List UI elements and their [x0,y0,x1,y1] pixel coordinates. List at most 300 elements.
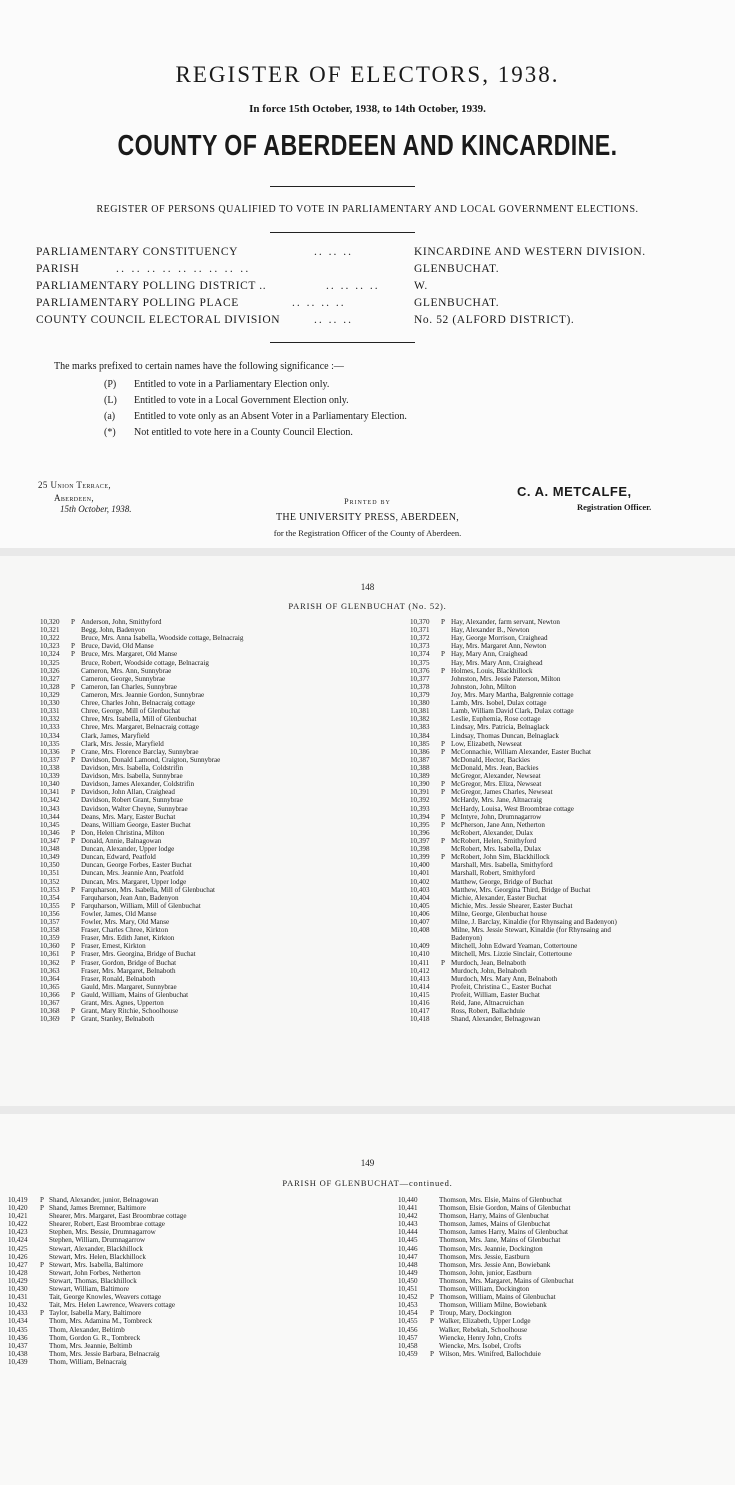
elector-entry [8,1253,378,1261]
elector-number: 10,398 [410,845,430,854]
elector-number: 10,326 [40,666,60,675]
elector-mark: P [71,1015,75,1024]
leader-dots: .. .. .. [314,314,353,326]
elector-mark: P [71,885,75,894]
elector-number: 10,338 [40,763,60,772]
elector-name-address: Milne, Mrs. Jessie Stewart, Kinaldie (for Rhynsaing and [451,926,611,935]
elector-entry [410,942,730,950]
elector-number: 10,376 [410,666,430,675]
elector-name-address: McDonald, Hector, Backies [451,755,530,764]
elector-name-address: Thomson, William, Dockington [439,1285,530,1294]
elector-name-address: Wiencke, Mrs. Isobel, Crofts [439,1341,522,1350]
elector-entry [398,1334,728,1342]
elector-entry [8,1269,378,1277]
elector-entry [40,780,390,788]
info-value: No. 52 (ALFORD DISTRICT). [414,314,575,326]
elector-number: 10,388 [410,763,430,772]
elector-number: 10,401 [410,869,430,878]
elector-mark: P [430,1309,434,1318]
elector-entry [8,1196,378,1204]
elector-number: 10,420 [8,1204,28,1213]
elector-mark: P [441,747,445,756]
elector-name-address: Wiencke, Henry John, Crofts [439,1333,522,1342]
elector-number: 10,350 [40,861,60,870]
elector-entry [40,667,390,675]
elector-entry [398,1293,728,1301]
elector-number: 10,356 [40,909,60,918]
elector-mark: P [71,618,75,626]
elector-name-address: Chree, Charles John, Belnacraig cottage [81,699,195,708]
elector-mark: P [441,958,445,967]
register-page-149 [0,1114,735,1485]
elector-name-address: Tait, Mrs. Helen Lawrence, Weavers cottage [49,1301,176,1310]
elector-name-address: Thom, William, Belnacraig [49,1357,127,1366]
elector-number: 10,397 [410,836,430,845]
elector-mark: P [40,1260,44,1269]
elector-entry [410,675,730,683]
elector-entry [410,780,730,788]
elector-entry [8,1277,378,1285]
elector-name-address: Thomson, William Milne, Bowiebank [439,1301,547,1310]
register-heading: REGISTER OF PERSONS QUALIFIED TO VOTE IN PARLIAMENTARY AND LOCAL GOVERNMENT ELECTIONS. [96,204,639,215]
elector-entry [410,999,730,1007]
elector-entry [40,618,390,626]
info-label: PARISH [36,263,80,275]
elector-name-address: McGregor, Alexander, Newseat [451,772,541,781]
info-label: COUNTY COUNCIL ELECTORAL DIVISION [36,314,281,326]
info-value: W. [414,280,428,292]
elector-name-address: Milne, George, Glenbuchat house [451,909,547,918]
elector-number: 10,426 [8,1252,28,1261]
elector-number: 10,325 [40,658,60,667]
elector-name-address: McPherson, Jane Ann, Netherton [451,820,545,829]
elector-entry [398,1317,728,1325]
elector-mark: P [441,650,445,659]
elector-name-address: Chree, Mrs. Margaret, Belnacraig cottage [81,723,199,732]
elector-number: 10,407 [410,918,430,927]
elector-name-address: McConnachie, William Alexander, Easter Buchat [451,747,591,756]
elector-name-address: Crane, Mrs. Florence Barclay, Sunnybrae [81,747,199,756]
elector-number: 10,341 [40,788,60,797]
elector-name-address: Wilson, Mrs. Winifred, Ballochduie [439,1349,541,1358]
elector-number: 10,332 [40,715,60,724]
elector-number: 10,438 [8,1349,28,1358]
elector-name-address: Hay, Alexander, farm servant, Newton [451,618,560,626]
elector-entry [410,683,730,691]
elector-mark: P [441,812,445,821]
elector-mark: P [430,1293,434,1302]
in-force-dates: In force 15th October, 1938, to 14th October, 1939. [249,103,486,115]
elector-name-address: Badenyon) [451,934,483,943]
mark-symbol: (L) [104,395,117,406]
elector-number: 10,354 [40,893,60,902]
elector-entry [410,723,730,731]
elector-entry [410,829,730,837]
elector-number: 10,337 [40,755,60,764]
elector-entry [410,983,730,991]
divider [270,232,415,233]
elector-number: 10,459 [398,1349,418,1358]
elector-number: 10,392 [410,796,430,805]
elector-name-address: Shand, James Bremner, Baltimore [49,1204,146,1213]
elector-number: 10,437 [8,1341,28,1350]
info-row-electoral-division [36,314,716,330]
elector-entry [410,618,730,626]
elector-name-address: McGregor, Mrs. Eliza, Newseat [451,780,542,789]
elector-name-address: Michie, Alexander, Easter Buchat [451,893,547,902]
elector-entry [410,845,730,853]
elector-entry [410,821,730,829]
elector-name-address: Grant, Stanley, Belnaboth [81,1015,155,1024]
elector-entry [410,861,730,869]
elector-name-address: Anderson, John, Smithyford [81,618,162,626]
elector-entry [40,732,390,740]
elector-number: 10,403 [410,885,430,894]
elector-entry [410,950,730,958]
elector-number: 10,331 [40,707,60,716]
elector-entry [410,715,730,723]
elector-number: 10,380 [410,699,430,708]
elector-name-address: Thomson, Mrs. Margaret, Mains of Glenbuchat [439,1276,574,1285]
elector-mark: P [441,780,445,789]
mark-text: Not entitled to vote here in a County Council Election. [134,427,353,438]
elector-entry [410,837,730,845]
elector-entry [40,991,390,999]
elector-name-address: Stewart, John Forbes, Netherton [49,1268,141,1277]
elector-entry [410,707,730,715]
elector-name-address: Donald, Annie, Balnagowan [81,836,162,845]
elector-entry [410,796,730,804]
elector-entry [398,1228,728,1236]
elector-entry [410,788,730,796]
elector-name-address: Davidson, Mrs. Isabella, Coldstrifin [81,763,184,772]
elector-number: 10,442 [398,1212,418,1221]
elector-name-address: Stephen, William, Drumnagarrow [49,1236,146,1245]
elector-mark: P [441,788,445,797]
elector-number: 10,456 [398,1325,418,1334]
printed-by: Printed by [344,497,391,506]
elector-number: 10,344 [40,812,60,821]
elector-number: 10,375 [410,658,430,667]
elector-number: 10,430 [8,1285,28,1294]
elector-number: 10,433 [8,1309,28,1318]
county-heading: COUNTY OF ABERDEEN AND KINCARDINE. [117,130,618,162]
elector-mark: P [441,820,445,829]
elector-entry [398,1253,728,1261]
elector-number: 10,357 [40,918,60,927]
elector-entry [40,999,390,1007]
elector-number: 10,370 [410,618,430,626]
elector-entry [410,878,730,886]
elector-entry [40,829,390,837]
elector-mark: P [71,901,75,910]
elector-name-address: Matthew, George, Bridge of Buchat [451,877,553,886]
elector-number: 10,416 [410,999,430,1008]
elector-name-address: Duncan, Mrs. Margaret, Upper lodge [81,877,187,886]
elector-entry [40,950,390,958]
elector-name-address: McRobert, Helen, Smithyford [451,836,537,845]
elector-name-address: McIntyre, John, Drumnagarrow [451,812,542,821]
leader-dots: .. .. .. .. [326,280,380,292]
elector-entry [40,756,390,764]
elector-entry [8,1236,378,1244]
elector-number: 10,386 [410,747,430,756]
elector-name-address: Bruce, Mrs. Margaret, Old Manse [81,650,178,659]
elector-column-left [40,618,390,1023]
elector-number: 10,423 [8,1228,28,1237]
elector-number: 10,353 [40,885,60,894]
elector-name-address: Thomson, James, Mains of Glenbuchat [439,1220,551,1229]
elector-name-address: Grant, Mrs. Agnes, Upperton [81,999,164,1008]
elector-mark: P [71,788,75,797]
elector-entry [410,642,730,650]
elector-name-address: Thomson, John, junior, Eastburn [439,1268,532,1277]
elector-name-address: Mitchell, John Edward Yeaman, Cottertoune [451,942,578,951]
info-row-constituency [36,246,716,262]
elector-name-address: Leslie, Euphemia, Rose cottage [451,715,541,724]
elector-entry [40,813,390,821]
elector-entry [410,869,730,877]
elector-entry [8,1285,378,1293]
elector-mark: P [71,1007,75,1016]
elector-number: 10,396 [410,828,430,837]
elector-entry [40,675,390,683]
info-value: GLENBUCHAT. [414,297,500,309]
elector-name-address: Hay, Mary Ann, Craighead [451,650,528,659]
elector-number: 10,432 [8,1301,28,1310]
elector-name-address: Lindsay, Mrs. Patricia, Belnaglack [451,723,550,732]
elector-name-address: Lindsay, Thomas Duncan, Belnaglack [451,731,559,740]
elector-name-address: Fraser, Gordon, Bridge of Buchat [81,958,177,967]
elector-name-address: Stewart, Thomas, Blackhillock [49,1276,137,1285]
elector-entry [40,642,390,650]
elector-number: 10,339 [40,772,60,781]
elector-number: 10,371 [410,626,430,635]
elector-mark: P [430,1317,434,1326]
elector-number: 10,439 [8,1357,28,1366]
elector-entry [398,1350,728,1358]
elector-name-address: Hay, Mrs. Mary Ann, Craighead [451,658,543,667]
elector-mark: P [441,618,445,626]
elector-mark: P [40,1204,44,1213]
elector-name-address: Bruce, David, Old Manse [81,642,154,651]
elector-name-address: Lamb, Mrs. Isobel, Dulax cottage [451,699,547,708]
elector-column-right [410,618,730,1023]
elector-entry [398,1342,728,1350]
elector-name-address: Farquharson, William, Mill of Glenbuchat [81,901,201,910]
elector-name-address: Thom, Alexander, Beltimb [49,1325,125,1334]
elector-entry [398,1212,728,1220]
elector-entry [398,1326,728,1334]
officer-name: C. A. METCALFE, [517,484,632,499]
elector-entry [8,1342,378,1350]
elector-name-address: Davidson, James Alexander, Coldstrifin [81,780,195,789]
elector-name-address: Thomson, Mrs. Jessie Ann, Bowiebank [439,1260,551,1269]
elector-entry [398,1301,728,1309]
elector-number: 10,402 [410,877,430,886]
elector-name-address: McHardy, Mrs. Jane, Altnacraig [451,796,542,805]
elector-number: 10,323 [40,642,60,651]
elector-entry [40,723,390,731]
elector-entry [40,918,390,926]
elector-entry [40,796,390,804]
elector-name-address: Joy, Mrs. Mary Martha, Balgrennie cottage [451,690,574,699]
elector-entry [410,634,730,642]
elector-number: 10,436 [8,1333,28,1342]
elector-mark: P [441,666,445,675]
elector-mark: P [441,836,445,845]
elector-entry [410,918,730,926]
elector-name-address: Mitchell, Mrs. Lizzie Sinclair, Cottertoune [451,950,572,959]
elector-entry [40,1015,390,1023]
address-line: Aberdeen, [54,493,95,503]
elector-number: 10,343 [40,804,60,813]
register-page-148 [0,556,735,1106]
info-label: PARLIAMENTARY POLLING PLACE [36,297,239,309]
elector-number: 10,364 [40,974,60,983]
elector-entry [40,821,390,829]
elector-name-address: Duncan, Mrs. Jeannie Ann, Peatfold [81,869,184,878]
elector-entry [40,942,390,950]
elector-mark: P [71,642,75,651]
elector-entry [410,934,730,942]
elector-name-address: Walker, Rebekah, Schoolhouse [439,1325,528,1334]
info-row-polling-district [36,280,716,296]
divider [270,342,415,343]
elector-number: 10,399 [410,853,430,862]
elector-number: 10,391 [410,788,430,797]
elector-entry [40,707,390,715]
elector-mark: P [71,650,75,659]
elector-number: 10,408 [410,926,430,935]
mark-symbol: (P) [104,379,117,390]
elector-name-address: Shearer, Robert, East Broombrae cottage [49,1220,165,1229]
info-row-polling-place [36,297,716,313]
elector-mark: P [71,682,75,691]
address-line: 25 Union Terrace, [38,480,112,490]
elector-entry [410,748,730,756]
elector-entry [40,837,390,845]
elector-name-address: Shearer, Mrs. Margaret, East Broombrae cottage [49,1212,187,1221]
elector-name-address: Fraser, Mrs. Georgina, Bridge of Buchat [81,950,196,959]
elector-name-address: Cameron, Mrs. Ann, Sunnybrae [81,666,172,675]
elector-number: 10,413 [410,974,430,983]
elector-number: 10,404 [410,893,430,902]
elector-entry [410,626,730,634]
elector-number: 10,345 [40,820,60,829]
elector-entry [8,1212,378,1220]
elector-number: 10,351 [40,869,60,878]
elector-entry [40,764,390,772]
elector-entry [410,853,730,861]
elector-number: 10,383 [410,723,430,732]
elector-name-address: Hay, Mrs. Margaret Ann, Newton [451,642,547,651]
elector-number: 10,431 [8,1293,28,1302]
elector-entry [410,975,730,983]
elector-name-address: McRobert, Alexander, Dulax [451,828,534,837]
elector-number: 10,409 [410,942,430,951]
mark-symbol: (a) [104,411,116,422]
elector-name-address: Duncan, George Forbes, Easter Buchat [81,861,192,870]
elector-name-address: Cameron, Mrs. Jeannie Gordon, Sunnybrae [81,690,205,699]
elector-number: 10,435 [8,1325,28,1334]
elector-name-address: Stewart, Mrs. Helen, Blackhillock [49,1252,146,1261]
elector-entry [410,910,730,918]
elector-name-address: Don, Helen Christina, Milton [81,828,165,837]
elector-entry [410,926,730,934]
elector-entry [398,1196,728,1204]
elector-entry [410,650,730,658]
elector-number: 10,352 [40,877,60,886]
elector-number: 10,320 [40,618,60,626]
elector-number: 10,405 [410,901,430,910]
elector-number: 10,336 [40,747,60,756]
elector-number: 10,429 [8,1276,28,1285]
elector-name-address: Bruce, Mrs. Anna Isabella, Woodside cottage, Belnacraig [81,634,244,643]
elector-entry [40,975,390,983]
elector-entry [410,886,730,894]
elector-number: 10,418 [410,1015,430,1024]
elector-number: 10,329 [40,690,60,699]
elector-number: 10,322 [40,634,60,643]
elector-name-address: Deans, William George, Easter Buchat [81,820,191,829]
elector-mark: P [430,1349,434,1358]
elector-name-address: Bruce, Robert, Woodside cottage, Belnacraig [81,658,209,667]
elector-name-address: Stewart, Alexander, Blackhillock [49,1244,143,1253]
mark-text: Entitled to vote in a Parliamentary Election only. [134,379,330,390]
elector-entry [410,740,730,748]
elector-number: 10,394 [410,812,430,821]
elector-mark: P [71,942,75,951]
elector-number: 10,447 [398,1252,418,1261]
elector-name-address: Holmes, Louis, Blackhillock [451,666,533,675]
elector-number: 10,424 [8,1236,28,1245]
elector-number: 10,427 [8,1260,28,1269]
leader-dots: .. .. .. .. [292,297,346,309]
elector-number: 10,368 [40,1007,60,1016]
elector-name-address: Reid, Jane, Altnacruichan [451,999,524,1008]
elector-number: 10,452 [398,1293,418,1302]
elector-name-address: McDonald, Mrs. Jean, Backies [451,763,539,772]
elector-number: 10,361 [40,950,60,959]
elector-entry [40,886,390,894]
elector-number: 10,410 [410,950,430,959]
elector-mark: P [441,853,445,862]
elector-entry [40,748,390,756]
elector-number: 10,349 [40,853,60,862]
elector-number: 10,458 [398,1341,418,1350]
elector-name-address: Farquharson, Jean Ann, Badenyon [81,893,179,902]
elector-name-address: Stewart, Mrs. Isabella, Baltimore [49,1260,144,1269]
elector-entry [8,1245,378,1253]
elector-entry [40,845,390,853]
elector-number: 10,393 [410,804,430,813]
elector-number: 10,400 [410,861,430,870]
elector-name-address: Cameron, Ian Charles, Sunnybrae [81,682,177,691]
elector-name-address: McRobert, Mrs. Isabella, Dulax [451,845,542,854]
elector-entry [398,1245,728,1253]
elector-name-address: Fraser, Charles Chree, Kirkton [81,926,168,935]
elector-mark: P [40,1196,44,1204]
elector-name-address: Fraser, Ernest, Kirkton [81,942,146,951]
elector-entry [410,813,730,821]
address-date: 15th October, 1938. [60,504,132,514]
elector-name-address: Davidson, John Allan, Craighead [81,788,175,797]
elector-name-address: Fraser, Ronald, Belnaboth [81,974,156,983]
printer-for: for the Registration Officer of the County of Aberdeen. [273,528,462,538]
elector-name-address: Thomson, Elsie Gordon, Mains of Glenbuchat [439,1204,571,1213]
elector-number: 10,366 [40,991,60,1000]
